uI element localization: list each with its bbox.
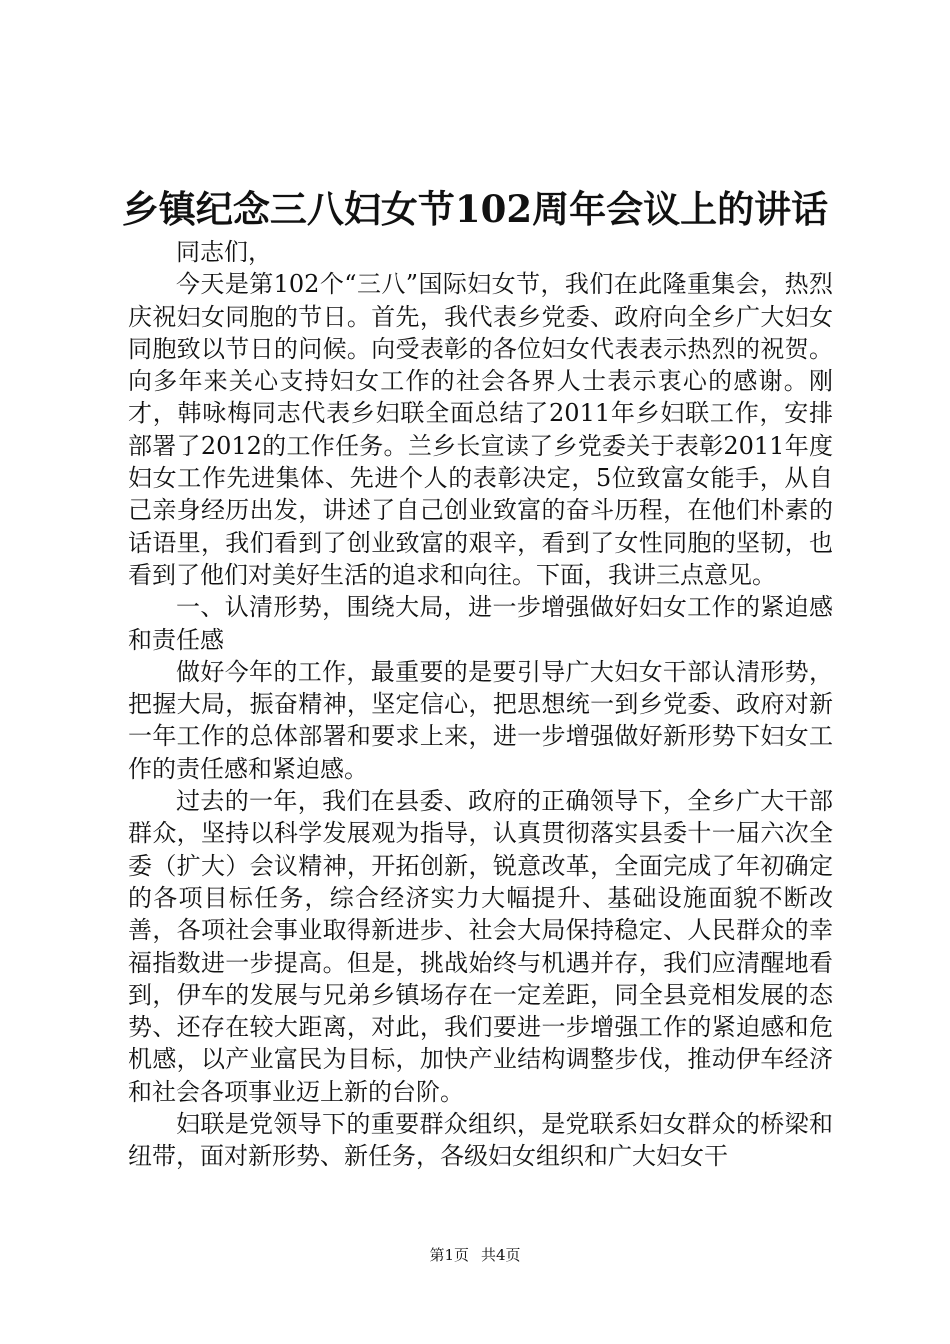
body-paragraph: 今天是第102个“三八”国际妇女节，我们在此隆重集会，热烈庆祝妇女同胞的节日。首先，我代表乡党委、政府向全乡广大妇女同胞致以节日的问候。向受表彰的各位妇女代表表示热烈的祝贺。向多年来关心支持妇女工作的社会各界人士表示衷心的感谢。刚才，韩咏梅同志代表乡妇联全面总结了2011年乡妇联工作，安排部署了2012的工作任务。兰乡长宣读了乡党委关于表彰2011年度妇女工作先进集体、先进个人的表彰决定，5位致富女能手，从自己亲身经历出发，讲述了自己创业致富的奋斗历程，在他们朴素的话语里，我们看到了创业致富的艰辛，看到了女性同胞的坚韧，也看到了他们对美好生活的追求和向往。下面，我讲三点意见。 [128, 270, 833, 589]
page-number: 第1页 [429, 1246, 469, 1264]
document-body [128, 236, 833, 1173]
body-paragraph: 妇联是党领导下的重要群众组织，是党联系妇女群众的桥梁和纽带，面对新形势、新任务，各级妇女组织和广大妇女干 [128, 1110, 833, 1171]
body-paragraph: 过去的一年，我们在县委、政府的正确领导下，全乡广大干部群众，坚持以科学发展观为指导，认真贯彻落实县委十一届六次全委（扩大）会议精神，开拓创新，锐意改革，全面完成了年初确定的各项目标任务，综合经济实力大幅提升、基础设施面貌不断改善，各项社会事业取得新进步、社会大局保持稳定、人民群众的幸福指数进一步提高。但是，挑战始终与机遇并存，我们应清醒地看到，伊车的发展与兄弟乡镇场存在一定差距，同全县竞相发展的态势、还存在较大距离，对此，我们要进一步增强工作的紧迫感和危机感，以产业富民为目标，加快产业结构调整步伐，推动伊车经济和社会各项事业迈上新的台阶。 [128, 787, 833, 1106]
page-total: 共4页 [481, 1246, 521, 1264]
body-paragraph: 做好今年的工作，最重要的是要引导广大妇女干部认清形势，把握大局，振奋精神，坚定信心，把思想统一到乡党委、政府对新一年工作的总体部署和要求上来，进一步增强做好新形势下妇女工作的责任感和紧迫感。 [128, 657, 833, 783]
document-title: 乡镇纪念三八妇女节102周年会议上的讲话 [121, 187, 829, 231]
salutation-paragraph: 同志们， [176, 238, 272, 266]
section-heading: 一、认清形势，围绕大局，进一步增强做好妇女工作的紧迫感和责任感 [128, 593, 833, 654]
page-footer [0, 1243, 950, 1267]
